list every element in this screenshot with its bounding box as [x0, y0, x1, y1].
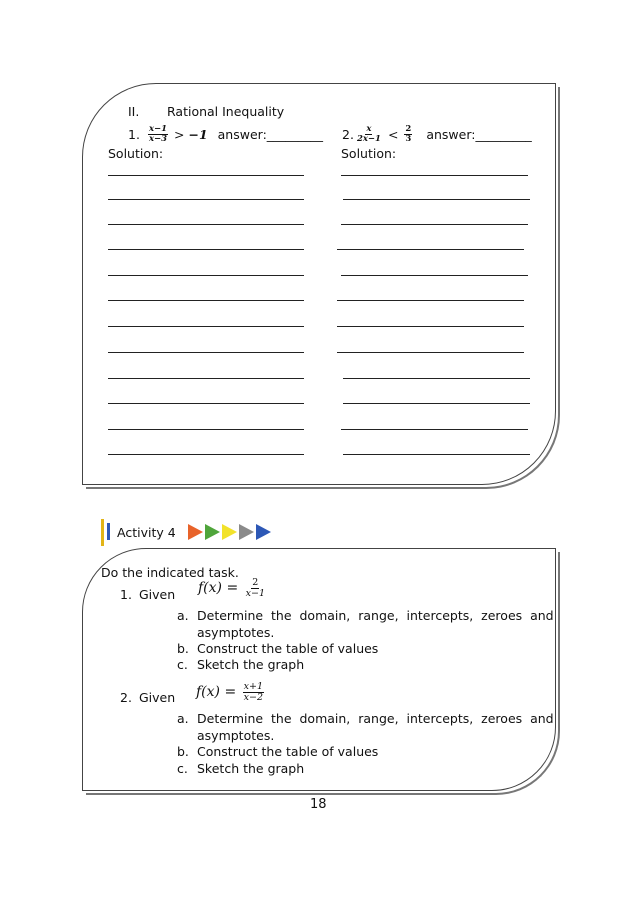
activity-instruction: Do the indicated task. — [101, 565, 239, 580]
solution-line — [341, 429, 528, 430]
task-text: Determine the domain, range, intercepts, zeroes and — [197, 711, 554, 726]
task-text: asymptotes. — [197, 728, 275, 743]
item-1-task-c — [177, 657, 304, 672]
problem-1-numerator: x−1 — [148, 123, 168, 134]
solution-line — [108, 326, 304, 327]
item-1-number: 1. — [120, 587, 132, 602]
problem-1-answer-label: answer:_________ — [217, 126, 324, 142]
item-2-fx: f(x) = — [196, 684, 241, 701]
solution-line — [108, 300, 304, 301]
solution-line — [108, 403, 304, 404]
solution-line — [108, 429, 304, 430]
orange-arrow-icon — [188, 524, 203, 540]
task-letter: b. — [177, 744, 189, 759]
task-text: asymptotes. — [197, 625, 275, 640]
solution-line — [108, 199, 304, 200]
problem-2 — [342, 120, 532, 148]
activity-label: Activity 4 — [117, 525, 176, 540]
solution-line — [108, 275, 304, 276]
task-text: Sketch the graph — [197, 657, 305, 672]
solution-line — [337, 300, 524, 301]
item-1-given: Given — [139, 587, 176, 602]
item-1-task-a — [177, 608, 554, 623]
solution-line — [343, 199, 530, 200]
solution-line — [108, 224, 304, 225]
task-text: Construct the table of values — [197, 744, 379, 759]
item-1-denominator: x−1 — [245, 587, 266, 599]
problem-1-rhs: −1 — [188, 126, 208, 142]
activity-accent-bar — [101, 519, 104, 546]
task-text: Sketch the graph — [197, 761, 305, 776]
task-letter: a. — [177, 711, 189, 726]
solution-line — [108, 454, 304, 455]
solution-line — [343, 403, 530, 404]
problem-2-rhs-denominator: 3 — [405, 133, 412, 144]
solution-line — [108, 175, 304, 176]
task-letter: c. — [177, 761, 188, 776]
solution-line — [108, 249, 304, 250]
gray-arrow-icon — [239, 524, 254, 540]
task-text: Construct the table of values — [197, 641, 379, 656]
item-2-function — [196, 682, 266, 703]
problem-2-denominator: 2x−1 — [356, 133, 381, 144]
section-title: Rational Inequality — [167, 104, 285, 119]
solution-line — [343, 454, 530, 455]
problem-1 — [128, 120, 323, 148]
green-arrow-icon — [205, 524, 220, 540]
problem-2-answer-label: answer:_________ — [426, 126, 532, 142]
solution-label-1: Solution: — [108, 146, 164, 161]
item-1-fraction — [245, 578, 266, 599]
item-1-function — [198, 578, 268, 599]
solution-line — [341, 175, 528, 176]
problem-1-denominator: x−3 — [148, 133, 168, 144]
item-2-task-a-cont — [177, 728, 274, 743]
problem-2-numerator: x — [366, 123, 372, 134]
section-numeral: II. — [128, 104, 140, 119]
solution-line — [341, 275, 528, 276]
solution-line — [108, 378, 304, 379]
solution-line — [337, 249, 524, 250]
item-1-fx: f(x) = — [198, 580, 243, 597]
problem-1-operator: > — [170, 126, 189, 142]
problem-2-rhs-fraction — [404, 125, 412, 144]
solution-label-2: Solution: — [341, 146, 397, 161]
item-2-numerator: x+1 — [243, 681, 264, 692]
item-2-task-a — [177, 711, 554, 726]
item-1-numerator: 2 — [252, 577, 259, 588]
activity-marker-bar — [107, 523, 110, 540]
item-2-fraction — [243, 682, 264, 703]
task-text: Determine the domain, range, intercepts, zeroes and — [197, 608, 554, 623]
problem-2-rhs-numerator: 2 — [405, 123, 412, 134]
solution-line — [337, 326, 524, 327]
problem-2-operator: < — [383, 126, 403, 142]
problem-1-fraction — [148, 125, 168, 144]
problem-2-fraction — [356, 125, 382, 144]
yellow-arrow-icon — [222, 524, 237, 540]
problem-2-number: 2. — [342, 126, 354, 142]
page-number: 18 — [310, 797, 327, 812]
problem-1-number: 1. — [128, 126, 140, 142]
task-letter: c. — [177, 657, 188, 672]
solution-line — [337, 352, 524, 353]
task-letter: a. — [177, 608, 189, 623]
task-letter: b. — [177, 641, 189, 656]
item-2-given: Given — [139, 690, 176, 705]
item-2-task-b — [177, 744, 378, 759]
solution-line — [341, 224, 528, 225]
item-1-task-b — [177, 641, 378, 656]
solution-line — [343, 378, 530, 379]
item-1-task-a-cont — [177, 625, 274, 640]
item-2-number: 2. — [120, 690, 132, 705]
item-2-denominator: x−2 — [243, 691, 264, 703]
solution-line — [108, 352, 304, 353]
item-2-task-c — [177, 761, 304, 776]
blue-arrow-icon — [256, 524, 271, 540]
